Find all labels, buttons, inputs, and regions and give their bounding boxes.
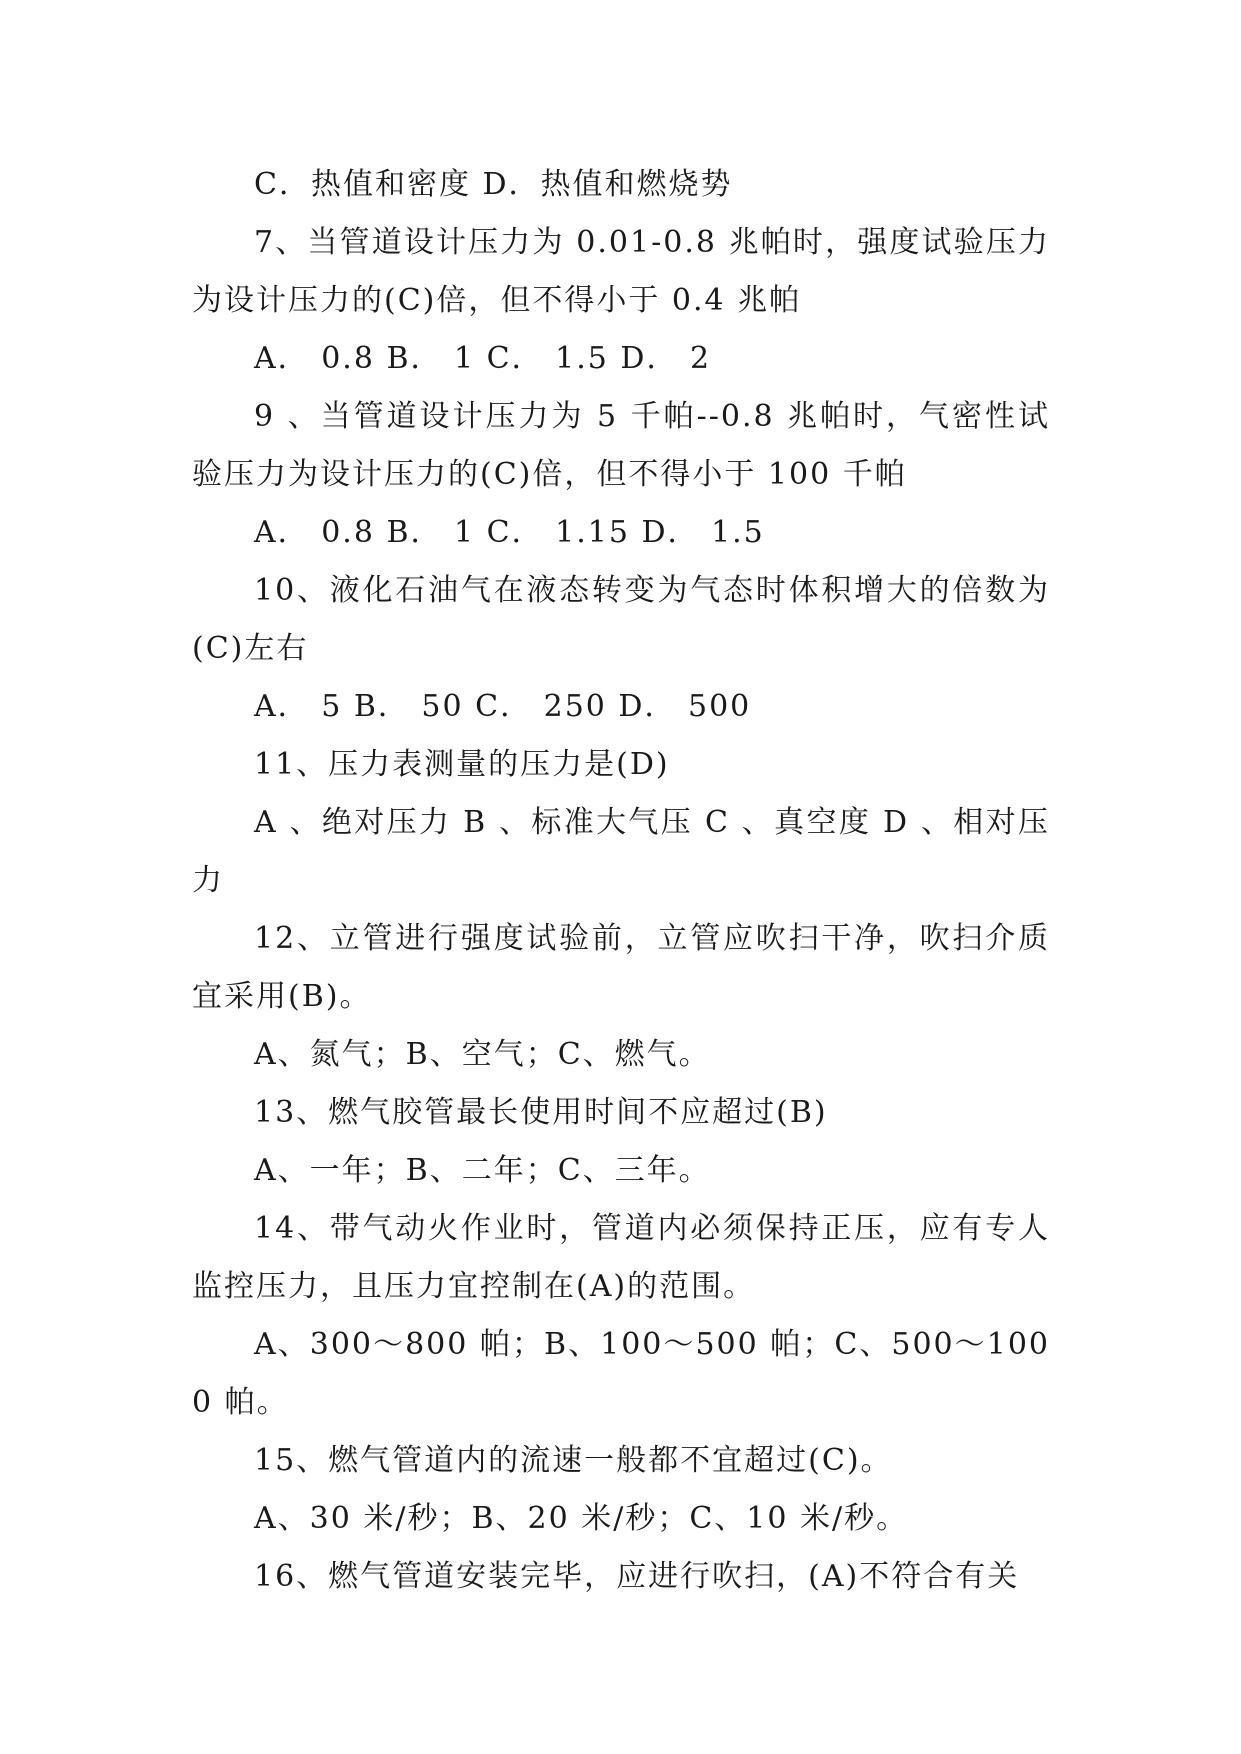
question-11: 11、压力表测量的压力是(D) (254, 747, 670, 782)
question-13: 13、燃气胶管最长使用时间不应超过(B) (254, 1095, 828, 1130)
question-9: 9 、当管道设计压力为 5 千帕--0.8 兆帕时，气密性试验压力为设计压力的(C)倍，但不得小于 100 千帕 (192, 399, 1050, 492)
question-10-options: A． 5 B． 50 C． 250 D． 500 (254, 689, 752, 724)
question-15-options: A、30 米/秒；B、20 米/秒；C、10 米/秒。 (254, 1501, 909, 1536)
question-7-options: A． 0.8 B． 1 C． 1.5 D． 2 (254, 341, 712, 376)
question-15: 15、燃气管道内的流速一般都不宜超过(C)。 (254, 1443, 893, 1478)
answer-options-line: C．热值和密度 D．热值和燃烧势 (254, 167, 733, 202)
question-7: 7、当管道设计压力为 0.01-0.8 兆帕时，强度试验压力为设计压力的(C)倍，但不得小于 0.4 兆帕 (192, 225, 1050, 318)
question-12: 12、立管进行强度试验前，立管应吹扫干净，吹扫介质宜采用(B)。 (192, 921, 1050, 1014)
question-16: 16、燃气管道安装完毕，应进行吹扫，(A)不符合有关 (254, 1559, 1020, 1594)
question-11-options: A 、绝对压力 B 、标准大气压 C 、真空度 D 、相对压力 (192, 805, 1050, 898)
question-14: 14、带气动火作业时，管道内必须保持正压，应有专人监控压力，且压力宜控制在(A)的范围。 (192, 1211, 1050, 1304)
question-12-options: A、氮气；B、空气；C、燃气。 (254, 1037, 711, 1072)
document-body (192, 156, 1050, 1606)
question-14-options: A、300～800 帕；B、100～500 帕；C、500～1000 帕。 (192, 1327, 1050, 1420)
question-10: 10、液化石油气在液态转变为气态时体积增大的倍数为(C)左右 (192, 573, 1050, 666)
question-13-options: A、一年；B、二年；C、三年。 (254, 1153, 711, 1188)
question-9-options: A． 0.8 B． 1 C． 1.15 D． 1.5 (254, 515, 765, 550)
